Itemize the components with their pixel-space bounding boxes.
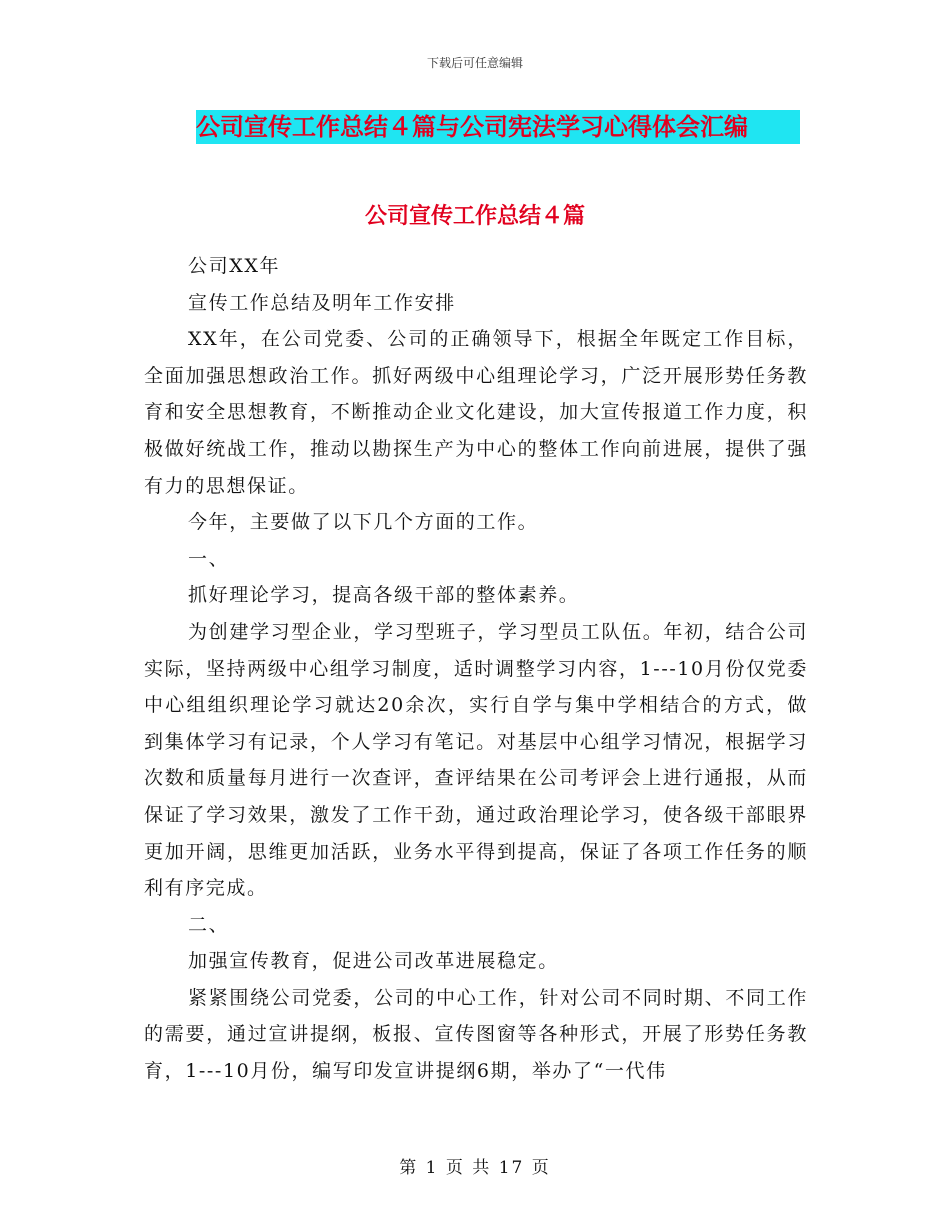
paragraph: 为创建学习型企业，学习型班子，学习型员工队伍。年初，结合公司实际，坚持两级中心组学习制度，适时调整学习内容，1---10月份仅党委中心组组织理论学习就达20余次，实行自学与集中学相结合的方式，做到集体学习有记录，个人学习有笔记。对基层中心组学习情况，根据学习次数和质量每月进行一次查评，查评结果在公司考评会上进行通报，从而保证了学习效果，激发了工作干劲，通过政治理论学习，使各级干部眼界更加开阔，思维更加活跃，业务水平得到提高，保证了各项工作任务的顺利有序完成。 bbox=[144, 620, 808, 900]
section-title: 公司宣传工作总结４篇 bbox=[364, 204, 585, 229]
paragraph: 紧紧围绕公司党委，公司的中心工作，针对公司不同时期、不同工作的需要，通过宣讲提纲，板报、宣传图窗等各种形式，开展了形势任务教育，1---10月份，编写印发宣讲提纲6期，举办了“一代伟 bbox=[144, 986, 808, 1083]
paragraph: 抓好理论学习，提高各级干部的整体素养。 bbox=[188, 584, 580, 607]
document-title: 公司宣传工作总结４篇与公司宪法学习心得体会汇编 bbox=[196, 113, 748, 141]
paragraph: 加强宣传教育，促进公司改革进展稳定。 bbox=[188, 950, 559, 973]
paragraph: 二、 bbox=[188, 913, 230, 936]
document-body bbox=[144, 248, 808, 1090]
paragraph: 今年，主要做了以下几个方面的工作。 bbox=[188, 511, 539, 534]
paragraph: 公司XX年 bbox=[188, 255, 281, 277]
page-footer: 第 1 页 共 17 页 bbox=[399, 1158, 551, 1178]
page-header-note: 下载后可任意编辑 bbox=[426, 56, 523, 70]
document-title-highlight bbox=[196, 110, 800, 144]
paragraph: XX年，在公司党委、公司的正确领导下，根据全年既定工作目标，全面加强思想政治工作。抓好两级中心组理论学习，广泛开展形势任务教育和安全思想教育，不断推动企业文化建设，加大宣传报道工作力度，积极做好统战工作，推动以勘探生产为中心的整体工作向前进展，提供了强有力的思想保证。 bbox=[144, 328, 808, 497]
paragraph: 一、 bbox=[188, 547, 230, 570]
paragraph: 宣传工作总结及明年工作安排 bbox=[188, 291, 456, 314]
